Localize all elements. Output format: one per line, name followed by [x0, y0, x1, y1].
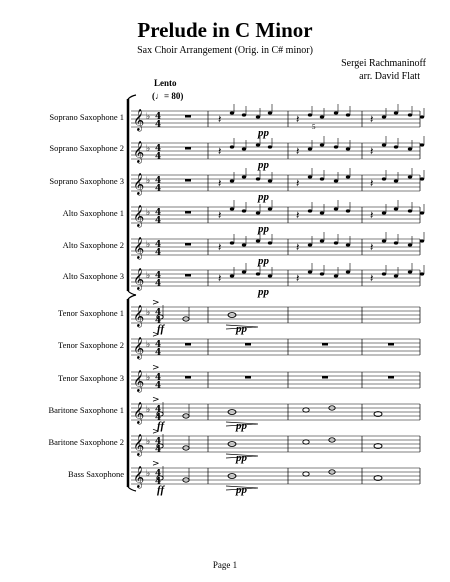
quarter-rest: 𝄽 — [296, 209, 300, 222]
dynamic-marking: ff — [157, 420, 165, 432]
bracket-hook — [128, 291, 136, 295]
whole-rest — [185, 376, 191, 379]
whole-rest — [388, 343, 394, 346]
note-head — [382, 239, 386, 242]
note-head — [420, 115, 424, 118]
treble-clef-icon: 𝄞 — [133, 205, 145, 227]
time-signature-numerator: 4 — [155, 340, 162, 350]
dynamics-group — [157, 127, 270, 496]
note-head — [230, 274, 234, 277]
whole-rest — [185, 343, 191, 346]
treble-clef-icon: 𝄞 — [133, 173, 145, 195]
note-head — [408, 147, 412, 150]
instrument-label: Baritone Saxophone 2 — [48, 437, 124, 447]
note-head — [394, 179, 398, 182]
time-signature-numerator: 4 — [155, 469, 162, 479]
whole-rest — [185, 147, 191, 150]
note-head — [408, 113, 412, 116]
staff — [131, 168, 424, 196]
note-head — [308, 243, 312, 246]
staff — [131, 459, 420, 490]
note-head — [382, 143, 386, 146]
accent-mark: > — [152, 395, 160, 405]
dynamic-marking: pp — [258, 159, 269, 171]
whole-rest — [185, 179, 191, 182]
composer-credit: Sergei Rachmaninoff — [341, 58, 426, 69]
note-head — [268, 274, 272, 277]
note-head — [256, 239, 260, 242]
flat-icon: ♭ — [146, 144, 151, 154]
dynamic-marking: pp — [258, 223, 269, 235]
note-head — [346, 147, 350, 150]
whole-rest — [322, 343, 328, 346]
flat-icon: ♭ — [146, 373, 151, 383]
time-signature-numerator: 4 — [155, 144, 162, 154]
quarter-rest: 𝄽 — [296, 113, 300, 126]
staff — [131, 395, 420, 426]
score-subtitle: Sax Choir Arrangement (Orig. in C# minor) — [137, 45, 313, 56]
dynamic-marking: pp — [236, 420, 247, 432]
flat-icon: ♭ — [146, 308, 151, 318]
staff — [131, 330, 420, 360]
time-signature-numerator: 4 — [155, 208, 162, 218]
whole-rest — [185, 115, 191, 118]
note-head — [394, 241, 398, 244]
whole-rest — [185, 274, 191, 277]
staff — [131, 298, 420, 329]
time-signature-numerator: 4 — [155, 405, 162, 415]
note-head — [242, 209, 246, 212]
quarter-rest: 𝄽 — [370, 209, 374, 222]
note-head — [230, 207, 234, 210]
note-head — [334, 241, 338, 244]
flat-icon: ♭ — [146, 340, 151, 350]
treble-clef-icon: 𝄞 — [133, 466, 145, 488]
note-head — [256, 115, 260, 118]
treble-clef-icon: 𝄞 — [133, 109, 145, 131]
note-head — [420, 239, 424, 242]
quarter-rest: 𝄽 — [218, 145, 222, 158]
note-head — [308, 113, 312, 116]
note-head — [382, 177, 386, 180]
quarter-rest: 𝄽 — [218, 241, 222, 254]
note-head — [256, 177, 260, 180]
time-signature-denominator: 4 — [155, 316, 162, 326]
instrument-label: Alto Saxophone 2 — [62, 240, 124, 250]
time-signature-denominator: 4 — [155, 477, 162, 487]
time-signature-denominator: 4 — [155, 348, 162, 358]
time-signature-numerator: 4 — [155, 308, 162, 318]
staff — [131, 263, 424, 291]
flat-icon: ♭ — [146, 112, 151, 122]
instrument-label: Soprano Saxophone 1 — [49, 112, 124, 122]
accent-mark: > — [152, 330, 160, 340]
instrument-label: Soprano Saxophone 2 — [49, 143, 124, 153]
instrument-label: Soprano Saxophone 3 — [49, 176, 124, 186]
note-head — [308, 209, 312, 212]
quarter-rest: 𝄽 — [296, 272, 300, 285]
treble-clef-icon: 𝄞 — [133, 237, 145, 259]
time-signature-numerator: 4 — [155, 373, 162, 383]
staff — [131, 232, 424, 260]
note-head — [308, 175, 312, 178]
treble-clef-icon: 𝄞 — [133, 141, 145, 163]
time-signature-denominator: 4 — [155, 248, 162, 258]
note-head — [334, 111, 338, 114]
dynamic-marking: pp — [236, 323, 247, 335]
dynamic-marking: pp — [258, 286, 269, 298]
note-head — [334, 145, 338, 148]
note-head — [308, 147, 312, 150]
time-signature-numerator: 4 — [155, 271, 162, 281]
note-head — [256, 272, 260, 275]
whole-rest — [322, 376, 328, 379]
quarter-rest: 𝄽 — [370, 241, 374, 254]
quarter-rest: 𝄽 — [370, 177, 374, 190]
flat-icon: ♭ — [146, 469, 151, 479]
note-head — [346, 113, 350, 116]
note-head — [346, 270, 350, 273]
note-head — [346, 209, 350, 212]
whole-note — [374, 444, 382, 449]
note-head — [394, 207, 398, 210]
note-head — [268, 241, 272, 244]
instrument-label: Tenor Saxophone 1 — [58, 308, 124, 318]
note-head — [394, 111, 398, 114]
half-note — [303, 440, 309, 444]
dynamic-marking: pp — [258, 127, 269, 139]
note-head — [420, 272, 424, 275]
staves-group — [131, 104, 424, 490]
quarter-rest: 𝄽 — [218, 272, 222, 285]
note-head — [230, 145, 234, 148]
score-title: Prelude in C Minor — [137, 18, 313, 42]
whole-rest — [245, 343, 251, 346]
note-head — [320, 239, 324, 242]
quarter-rest: 𝄽 — [296, 145, 300, 158]
treble-clef-icon: 𝄞 — [133, 305, 145, 327]
half-note — [303, 408, 309, 412]
time-signature-numerator: 4 — [155, 176, 162, 186]
treble-clef-icon: 𝄞 — [133, 402, 145, 424]
staff — [131, 200, 424, 228]
time-signature-numerator: 4 — [155, 240, 162, 250]
whole-rest — [245, 376, 251, 379]
note-head — [334, 274, 338, 277]
note-head — [408, 270, 412, 273]
quarter-rest: 𝄽 — [218, 113, 222, 126]
instrument-label: Alto Saxophone 1 — [62, 208, 124, 218]
accent-mark: > — [152, 363, 160, 373]
note-head — [268, 207, 272, 210]
dynamic-marking: pp — [236, 484, 247, 496]
accent-mark: > — [152, 298, 160, 308]
note-head — [394, 274, 398, 277]
time-signature-numerator: 4 — [155, 112, 162, 122]
quarter-rest: 𝄽 — [370, 145, 374, 158]
staff — [131, 427, 420, 458]
quarter-rest: 𝄽 — [218, 177, 222, 190]
flat-icon: ♭ — [146, 176, 151, 186]
dynamic-marking: ff — [157, 323, 165, 335]
time-signature-denominator: 4 — [155, 413, 162, 423]
half-note — [303, 472, 309, 476]
quarter-rest: 𝄽 — [296, 241, 300, 254]
time-signature-denominator: 4 — [155, 279, 162, 289]
quarter-rest: 𝄽 — [370, 272, 374, 285]
treble-clef-icon: 𝄞 — [133, 370, 145, 392]
note-head — [382, 211, 386, 214]
metronome-marking: (♩= 80) — [152, 91, 184, 101]
instrument-label: Baritone Saxophone 1 — [48, 405, 124, 415]
instrument-label: Tenor Saxophone 3 — [58, 373, 124, 383]
measure-number: 5 — [312, 123, 316, 131]
quarter-rest: 𝄽 — [296, 177, 300, 190]
note-head — [334, 207, 338, 210]
whole-note — [374, 412, 382, 417]
instrument-label: Bass Saxophone — [68, 469, 124, 479]
time-signature-denominator: 4 — [155, 381, 162, 391]
note-head — [268, 145, 272, 148]
arranger-credit: arr. David Flatt — [359, 71, 420, 82]
note-head — [382, 115, 386, 118]
note-head — [256, 143, 260, 146]
treble-clef-icon: 𝄞 — [133, 337, 145, 359]
whole-rest — [185, 243, 191, 246]
note-head — [382, 272, 386, 275]
time-signature-denominator: 4 — [155, 216, 162, 226]
note-head — [320, 143, 324, 146]
dynamic-marking: pp — [258, 255, 269, 267]
bracket-hook — [128, 95, 136, 99]
note-head — [420, 211, 424, 214]
whole-rest — [185, 211, 191, 214]
quarter-rest: 𝄽 — [218, 209, 222, 222]
instrument-label: Tenor Saxophone 2 — [58, 340, 124, 350]
note-head — [408, 175, 412, 178]
note-head — [268, 179, 272, 182]
bracket-hook — [128, 295, 136, 299]
dynamic-marking: pp — [258, 191, 269, 203]
note-head — [242, 175, 246, 178]
flat-icon: ♭ — [146, 208, 151, 218]
staff — [131, 136, 424, 164]
note-head — [420, 143, 424, 146]
note-head — [242, 270, 246, 273]
flat-icon: ♭ — [146, 405, 151, 415]
flat-icon: ♭ — [146, 271, 151, 281]
note-head — [408, 243, 412, 246]
note-head — [346, 243, 350, 246]
time-signature-denominator: 4 — [155, 184, 162, 194]
dynamic-marking: pp — [236, 452, 247, 464]
page-number: Page 1 — [212, 560, 238, 570]
flat-icon: ♭ — [146, 240, 151, 250]
note-head — [394, 145, 398, 148]
staff — [131, 363, 420, 393]
whole-rest — [388, 376, 394, 379]
whole-note — [374, 476, 382, 481]
note-head — [420, 177, 424, 180]
note-head — [230, 241, 234, 244]
note-head — [320, 177, 324, 180]
note-head — [268, 111, 272, 114]
note-head — [334, 179, 338, 182]
accent-mark: > — [152, 427, 160, 437]
time-signature-denominator: 4 — [155, 152, 162, 162]
note-head — [242, 243, 246, 246]
quarter-rest: 𝄽 — [370, 113, 374, 126]
accent-mark: > — [152, 459, 160, 469]
treble-clef-icon: 𝄞 — [133, 434, 145, 456]
note-head — [230, 179, 234, 182]
time-signature-numerator: 4 — [155, 437, 162, 447]
flat-icon: ♭ — [146, 437, 151, 447]
note-head — [242, 147, 246, 150]
note-head — [242, 113, 246, 116]
note-head — [408, 209, 412, 212]
note-head — [346, 175, 350, 178]
staff — [131, 104, 424, 132]
note-head — [308, 270, 312, 273]
note-head — [256, 211, 260, 214]
time-signature-denominator: 4 — [155, 445, 162, 455]
note-head — [320, 115, 324, 118]
note-head — [230, 111, 234, 114]
note-head — [320, 211, 324, 214]
treble-clef-icon: 𝄞 — [133, 268, 145, 290]
time-signature-denominator: 4 — [155, 120, 162, 130]
tempo-marking: Lento — [154, 78, 177, 88]
note-head — [320, 272, 324, 275]
dynamic-marking: ff — [157, 484, 165, 496]
instrument-label: Alto Saxophone 3 — [62, 271, 124, 281]
